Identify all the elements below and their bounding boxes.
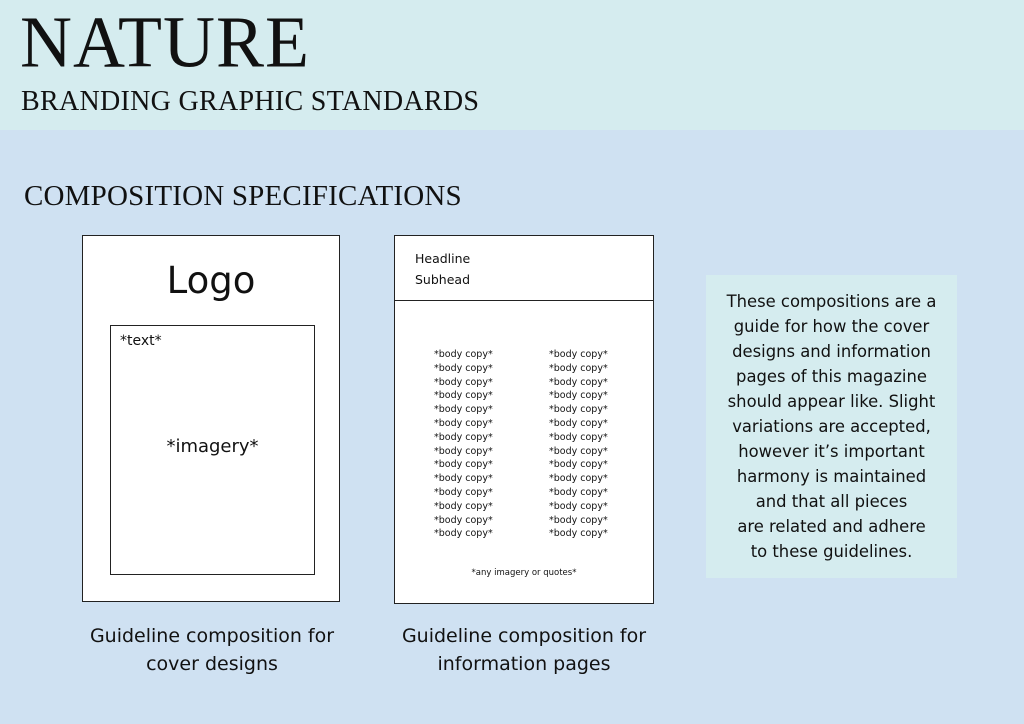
body-copy-line: *body copy* [434, 417, 493, 429]
body-copy-line: *body copy* [434, 459, 493, 471]
cover-text-placeholder: *text* [120, 333, 162, 349]
note-line: guide for how the cover [733, 317, 930, 336]
guidelines-note-box [706, 275, 957, 578]
info-header-divider [395, 300, 653, 301]
body-copy-line: *body copy* [434, 473, 493, 485]
info-imagery-quotes-placeholder: *any imagery or quotes* [471, 568, 577, 578]
body-copy-line: *body copy* [434, 514, 493, 526]
body-copy-line: *body copy* [549, 514, 608, 526]
info-composition-caption [384, 622, 664, 678]
body-copy-line: *body copy* [434, 528, 493, 540]
cover-imagery-placeholder: *imagery* [166, 436, 259, 457]
body-copy-line: *body copy* [434, 349, 493, 360]
note-line: harmony is maintained [736, 467, 927, 486]
body-copy-column-right [549, 348, 608, 541]
note-line: should appear like. Slight [727, 392, 936, 411]
info-headline-placeholder: Headline [415, 251, 471, 266]
note-line: are related and adhere [737, 517, 926, 536]
body-copy-line: *body copy* [549, 459, 608, 471]
body-copy-line: *body copy* [549, 404, 608, 416]
cover-composition-caption [72, 622, 352, 678]
body-copy-line: *body copy* [549, 528, 608, 540]
body-copy-line: *body copy* [549, 362, 608, 374]
note-line: designs and information [732, 342, 931, 361]
section-heading: COMPOSITION SPECIFICATIONS [24, 180, 462, 212]
body-copy-line: *body copy* [549, 500, 608, 512]
brand-subtitle: BRANDING GRAPHIC STANDARDS [21, 86, 480, 117]
caption-line: information pages [437, 653, 611, 675]
cover-composition-frame [82, 235, 340, 602]
body-copy-line: *body copy* [549, 473, 608, 485]
cover-imagery-box [110, 325, 315, 575]
body-copy-line: *body copy* [549, 390, 608, 402]
body-copy-line: *body copy* [549, 486, 608, 498]
note-line: variations are accepted, [732, 417, 931, 436]
info-composition-frame [394, 235, 654, 604]
body-copy-line: *body copy* [434, 404, 493, 416]
cover-logo-placeholder: Logo [166, 259, 256, 302]
note-line: and that all pieces [755, 492, 908, 511]
note-line: These compositions are a [726, 292, 937, 311]
note-line: however it’s important [738, 442, 925, 461]
info-subhead-placeholder: Subhead [415, 272, 470, 287]
caption-line: Guideline composition for [401, 625, 647, 647]
note-line: pages of this magazine [736, 367, 927, 386]
body-copy-line: *body copy* [434, 431, 493, 443]
body-copy-line: *body copy* [434, 445, 493, 457]
body-copy-line: *body copy* [549, 431, 608, 443]
caption-line: cover designs [146, 653, 278, 675]
header-band [0, 0, 1024, 130]
body-copy-line: *body copy* [434, 362, 493, 374]
body-copy-line: *body copy* [434, 486, 493, 498]
body-copy-line: *body copy* [549, 349, 608, 360]
body-copy-line: *body copy* [549, 417, 608, 429]
caption-line: Guideline composition for [89, 625, 335, 647]
body-copy-line: *body copy* [434, 390, 493, 402]
body-copy-line: *body copy* [434, 376, 493, 388]
note-line: to these guidelines. [750, 542, 913, 561]
brand-title: NATURE [20, 1, 310, 83]
body-copy-column-left [434, 348, 493, 541]
body-copy-line: *body copy* [434, 500, 493, 512]
body-copy-line: *body copy* [549, 445, 608, 457]
body-copy-line: *body copy* [549, 376, 608, 388]
